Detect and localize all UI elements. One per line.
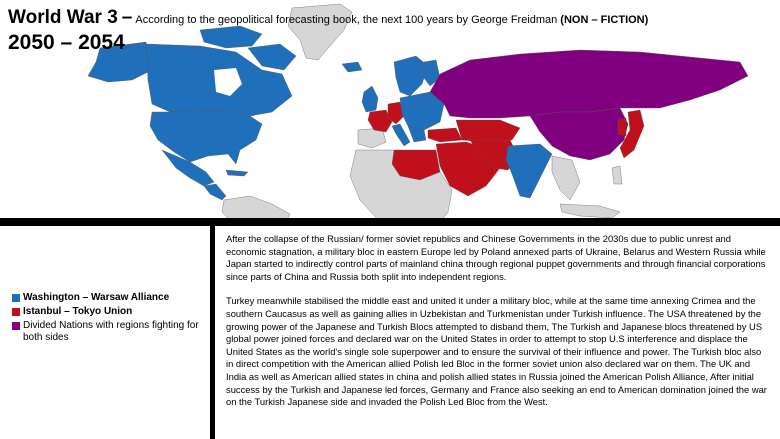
turkey xyxy=(428,128,462,142)
subtitle: According to the geopolitical forecasting book, the next 100 years by George Freidman xyxy=(135,14,558,26)
legend-swatch xyxy=(12,322,20,330)
korea xyxy=(618,118,626,136)
legend-item-istanbul xyxy=(12,306,208,318)
header xyxy=(0,0,780,58)
cuba xyxy=(226,170,248,176)
legend-swatch xyxy=(12,308,20,316)
description-paragraph-2: Turkey meanwhile stabilised the middle east and united it under a military bloc, while at the same time annexing Crimea and the southern Caucasus as well as gaining allies in Uzbekistan and Turkmenistan under Turkish influence. The USA threatened by the growing power of the Japanese and Turkish Blocs attempted to disband them, The Turkish and Japanese blocs threatened by US global power joined forces and declared war on the United States in order to attempt to stop U.S interference and displace the United States as the world's single sole superpower and to ensure the survival of their influence and power. The Turkish bloc also in direct competition with the American allied Polish led Bloc in the former soviet union also declared war on them. The UK and India as well as American allied states in china and polish allied states in Russia joined the American Polish Alliance, After initial success by the Turkish and Japanese led forces, Germany and France also seeking an end to American domination joined the war on the Turkish Japanese side and invaded the Polish Led Bloc from the West. xyxy=(226,295,767,408)
southeast-asia xyxy=(552,156,580,200)
united-kingdom xyxy=(362,86,378,112)
title-line xyxy=(8,7,648,29)
italy xyxy=(392,124,410,146)
indonesia xyxy=(560,204,620,218)
india xyxy=(506,144,552,198)
title-dash: – xyxy=(121,7,133,28)
legend-label: Washington – Warsaw Alliance xyxy=(23,292,170,303)
map-legend xyxy=(12,292,208,346)
subtitle-tag: (NON – FICTION) xyxy=(560,14,649,26)
legend-swatch xyxy=(12,294,20,302)
vertical-divider xyxy=(210,226,215,439)
russia-divided xyxy=(430,50,748,118)
description-paragraph-1: After the collapse of the Russian/ former soviet republics and Chinese Governments in the 2030s due to public unrest and economic stagnation, a military bloc in eastern Europe led by Poland annexed parts of Ukraine, Belarus and Western Russia while Japan started to indirectly control parts of mainland china through regional puppet governments and through financial corporations since parts of China and Russia both split into independent regions. xyxy=(226,233,766,282)
legend-item-washington xyxy=(12,292,208,304)
central-america xyxy=(204,184,226,200)
page-title: World War 3 xyxy=(8,7,118,28)
central-asia-turkish xyxy=(456,120,520,142)
legend-label: Istanbul – Tokyo Union xyxy=(23,306,133,317)
iceland xyxy=(342,62,362,72)
horizontal-divider xyxy=(0,218,780,226)
legend-item-divided xyxy=(12,320,208,344)
scandinavia xyxy=(394,56,428,96)
description-panel xyxy=(226,233,771,421)
philippines xyxy=(612,166,622,184)
year-range: 2050 – 2054 xyxy=(8,31,125,54)
legend-label: Divided Nations with regions fighting for both sides xyxy=(23,320,199,343)
